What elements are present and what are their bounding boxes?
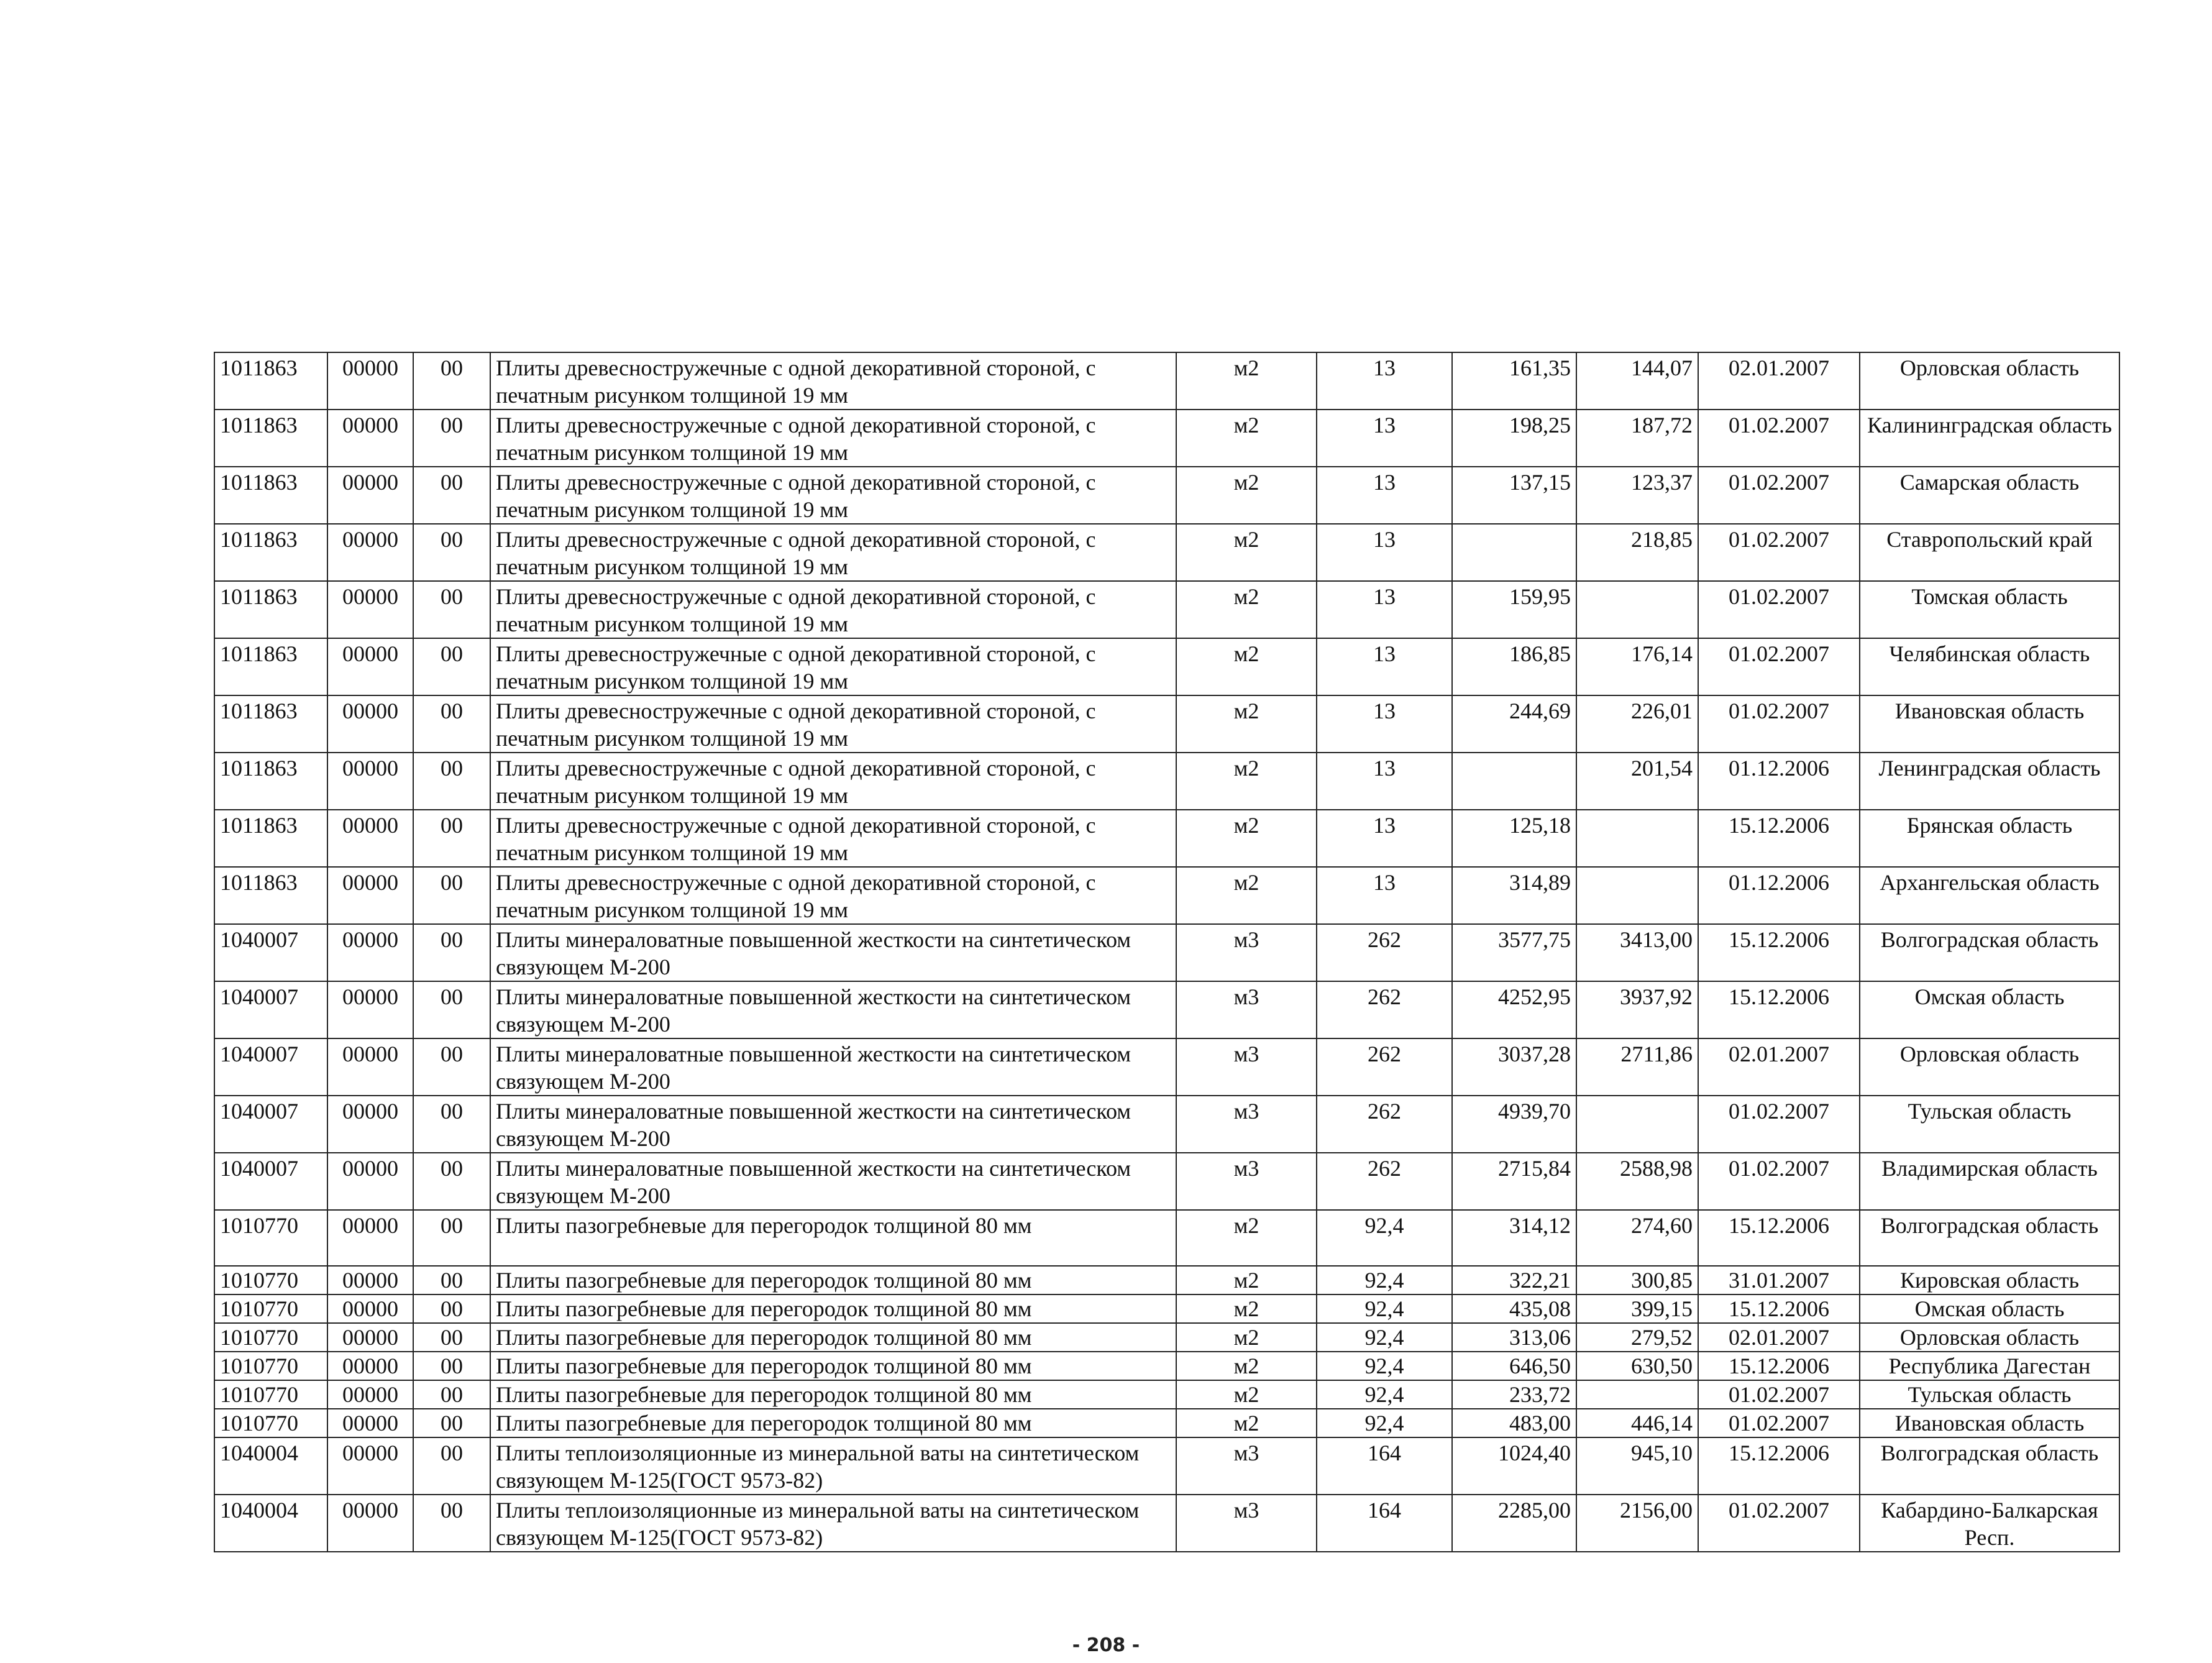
norm-cell: 92,4 [1317,1210,1452,1266]
item-code-cell: 1011863 [214,467,327,524]
date-cell: 01.02.2007 [1698,1380,1860,1409]
date-cell: 01.02.2007 [1698,1153,1860,1210]
subcode-cell: 00000 [327,1352,413,1380]
material-name-cell: Плиты пазогребневые для перегородок толщиной 80 мм [490,1210,1176,1266]
subcode-cell: 00000 [327,581,413,638]
norm-cell: 13 [1317,695,1452,753]
date-cell: 01.12.2006 [1698,753,1860,810]
unit-cell: м2 [1176,1210,1317,1266]
date-cell: 01.02.2007 [1698,1495,1860,1552]
table-row [214,1153,2119,1210]
price-without-vat-cell: 3413,00 [1576,924,1698,981]
region-cell: Тульская область [1860,1380,2119,1409]
material-name-cell: Плиты минераловатные повышенной жесткости на синтетическом связующем М-200 [490,1153,1176,1210]
norm-cell: 262 [1317,1096,1452,1153]
material-name-cell: Плиты древесностружечные с одной декоративной стороной, с печатным рисунком толщиной 19 мм [490,695,1176,753]
unit-cell: м2 [1176,638,1317,695]
material-name-cell: Плиты минераловатные повышенной жесткости на синтетическом связующем М-200 [490,924,1176,981]
region-cell: Омская область [1860,1294,2119,1323]
unit-cell: м2 [1176,410,1317,467]
table-row [214,1323,2119,1352]
material-name-cell: Плиты минераловатные повышенной жесткости на синтетическом связующем М-200 [490,1096,1176,1153]
suffix-cell: 00 [413,1409,490,1437]
price-without-vat-cell: 218,85 [1576,524,1698,581]
norm-cell: 13 [1317,638,1452,695]
suffix-cell: 00 [413,467,490,524]
material-name-cell: Плиты древесностружечные с одной декоративной стороной, с печатным рисунком толщиной 19 мм [490,524,1176,581]
date-cell: 01.02.2007 [1698,1409,1860,1437]
norm-cell: 262 [1317,981,1452,1038]
unit-cell: м2 [1176,810,1317,867]
date-cell: 15.12.2006 [1698,1210,1860,1266]
table-row [214,467,2119,524]
price-with-vat-cell: 322,21 [1452,1266,1576,1294]
price-without-vat-cell [1576,581,1698,638]
region-cell: Орловская область [1860,1323,2119,1352]
unit-cell: м3 [1176,1153,1317,1210]
suffix-cell: 00 [413,1210,490,1266]
price-with-vat-cell: 233,72 [1452,1380,1576,1409]
unit-cell: м2 [1176,524,1317,581]
unit-cell: м2 [1176,867,1317,924]
item-code-cell: 1010770 [214,1409,327,1437]
price-without-vat-cell: 279,52 [1576,1323,1698,1352]
unit-cell: м2 [1176,695,1317,753]
price-with-vat-cell: 313,06 [1452,1323,1576,1352]
subcode-cell: 00000 [327,1153,413,1210]
unit-cell: м3 [1176,1038,1317,1096]
suffix-cell: 00 [413,867,490,924]
region-cell: Волгоградская область [1860,1437,2119,1495]
region-cell: Республика Дагестан [1860,1352,2119,1380]
price-without-vat-cell: 2588,98 [1576,1153,1698,1210]
table-row [214,352,2119,410]
price-without-vat-cell: 2156,00 [1576,1495,1698,1552]
price-with-vat-cell: 3037,28 [1452,1038,1576,1096]
price-without-vat-cell: 945,10 [1576,1437,1698,1495]
region-cell: Ставропольский край [1860,524,2119,581]
date-cell: 01.02.2007 [1698,638,1860,695]
suffix-cell: 00 [413,581,490,638]
date-cell: 02.01.2007 [1698,352,1860,410]
table-row [214,1409,2119,1437]
item-code-cell: 1010770 [214,1210,327,1266]
table-row [214,1352,2119,1380]
date-cell: 15.12.2006 [1698,1437,1860,1495]
subcode-cell: 00000 [327,1096,413,1153]
price-without-vat-cell: 2711,86 [1576,1038,1698,1096]
region-cell: Самарская область [1860,467,2119,524]
subcode-cell: 00000 [327,1323,413,1352]
item-code-cell: 1011863 [214,695,327,753]
item-code-cell: 1011863 [214,410,327,467]
region-cell: Ивановская область [1860,1409,2119,1437]
subcode-cell: 00000 [327,352,413,410]
price-without-vat-cell: 399,15 [1576,1294,1698,1323]
unit-cell: м2 [1176,1323,1317,1352]
subcode-cell: 00000 [327,467,413,524]
item-code-cell: 1040007 [214,1096,327,1153]
table-row [214,1380,2119,1409]
item-code-cell: 1011863 [214,352,327,410]
date-cell: 15.12.2006 [1698,981,1860,1038]
material-name-cell: Плиты пазогребневые для перегородок толщиной 80 мм [490,1323,1176,1352]
table-row [214,524,2119,581]
item-code-cell: 1011863 [214,524,327,581]
subcode-cell: 00000 [327,1409,413,1437]
suffix-cell: 00 [413,638,490,695]
region-cell: Архангельская область [1860,867,2119,924]
subcode-cell: 00000 [327,410,413,467]
norm-cell: 92,4 [1317,1380,1452,1409]
date-cell: 31.01.2007 [1698,1266,1860,1294]
unit-cell: м3 [1176,924,1317,981]
price-without-vat-cell: 201,54 [1576,753,1698,810]
unit-cell: м2 [1176,1380,1317,1409]
norm-cell: 13 [1317,753,1452,810]
material-name-cell: Плиты теплоизоляционные из минеральной ваты на синтетическом связующем М-125(ГОСТ 9573-82) [490,1495,1176,1552]
price-with-vat-cell: 125,18 [1452,810,1576,867]
norm-cell: 92,4 [1317,1294,1452,1323]
table-body [214,352,2119,1552]
price-without-vat-cell [1576,867,1698,924]
price-without-vat-cell: 144,07 [1576,352,1698,410]
price-without-vat-cell: 226,01 [1576,695,1698,753]
price-without-vat-cell: 446,14 [1576,1409,1698,1437]
suffix-cell: 00 [413,1437,490,1495]
region-cell: Ивановская область [1860,695,2119,753]
price-with-vat-cell: 1024,40 [1452,1437,1576,1495]
suffix-cell: 00 [413,981,490,1038]
date-cell: 01.02.2007 [1698,467,1860,524]
price-with-vat-cell: 3577,75 [1452,924,1576,981]
material-name-cell: Плиты пазогребневые для перегородок толщиной 80 мм [490,1294,1176,1323]
norm-cell: 13 [1317,352,1452,410]
price-without-vat-cell: 3937,92 [1576,981,1698,1038]
subcode-cell: 00000 [327,1210,413,1266]
suffix-cell: 00 [413,1323,490,1352]
table-row [214,1437,2119,1495]
subcode-cell: 00000 [327,1038,413,1096]
price-with-vat-cell: 4939,70 [1452,1096,1576,1153]
date-cell: 15.12.2006 [1698,1352,1860,1380]
norm-cell: 13 [1317,867,1452,924]
table-row [214,1038,2119,1096]
price-with-vat-cell: 483,00 [1452,1409,1576,1437]
subcode-cell: 00000 [327,981,413,1038]
item-code-cell: 1040007 [214,1038,327,1096]
material-name-cell: Плиты древесностружечные с одной декоративной стороной, с печатным рисунком толщиной 19 мм [490,581,1176,638]
item-code-cell: 1040007 [214,1153,327,1210]
price-without-vat-cell: 123,37 [1576,467,1698,524]
material-name-cell: Плиты пазогребневые для перегородок толщиной 80 мм [490,1380,1176,1409]
suffix-cell: 00 [413,695,490,753]
price-with-vat-cell: 314,12 [1452,1210,1576,1266]
price-without-vat-cell [1576,1096,1698,1153]
subcode-cell: 00000 [327,695,413,753]
suffix-cell: 00 [413,1266,490,1294]
page-number: - 208 - [1072,1634,1140,1656]
norm-cell: 262 [1317,1038,1452,1096]
price-with-vat-cell: 435,08 [1452,1294,1576,1323]
material-name-cell: Плиты древесностружечные с одной декоративной стороной, с печатным рисунком толщиной 19 мм [490,753,1176,810]
item-code-cell: 1011863 [214,867,327,924]
price-without-vat-cell: 300,85 [1576,1266,1698,1294]
price-with-vat-cell: 159,95 [1452,581,1576,638]
date-cell: 02.01.2007 [1698,1323,1860,1352]
price-without-vat-cell: 176,14 [1576,638,1698,695]
item-code-cell: 1010770 [214,1294,327,1323]
date-cell: 01.02.2007 [1698,410,1860,467]
norm-cell: 92,4 [1317,1352,1452,1380]
norm-cell: 13 [1317,581,1452,638]
price-without-vat-cell [1576,1380,1698,1409]
material-name-cell: Плиты древесностружечные с одной декоративной стороной, с печатным рисунком толщиной 19 мм [490,867,1176,924]
unit-cell: м2 [1176,581,1317,638]
table-row [214,410,2119,467]
item-code-cell: 1011863 [214,638,327,695]
subcode-cell: 00000 [327,924,413,981]
norm-cell: 13 [1317,524,1452,581]
region-cell: Калининградская область [1860,410,2119,467]
table-row [214,581,2119,638]
item-code-cell: 1011863 [214,753,327,810]
price-without-vat-cell: 274,60 [1576,1210,1698,1266]
item-code-cell: 1010770 [214,1266,327,1294]
date-cell: 15.12.2006 [1698,810,1860,867]
subcode-cell: 00000 [327,753,413,810]
subcode-cell: 00000 [327,524,413,581]
date-cell: 15.12.2006 [1698,1294,1860,1323]
item-code-cell: 1011863 [214,810,327,867]
subcode-cell: 00000 [327,1437,413,1495]
suffix-cell: 00 [413,924,490,981]
table-row [214,867,2119,924]
region-cell: Кировская область [1860,1266,2119,1294]
table-row [214,810,2119,867]
unit-cell: м2 [1176,1266,1317,1294]
suffix-cell: 00 [413,410,490,467]
unit-cell: м3 [1176,1096,1317,1153]
suffix-cell: 00 [413,753,490,810]
material-name-cell: Плиты древесностружечные с одной декоративной стороной, с печатным рисунком толщиной 19 мм [490,810,1176,867]
region-cell: Владимирская область [1860,1153,2119,1210]
table-row [214,1495,2119,1552]
norm-cell: 92,4 [1317,1323,1452,1352]
material-name-cell: Плиты пазогребневые для перегородок толщиной 80 мм [490,1352,1176,1380]
material-name-cell: Плиты древесностружечные с одной декоративной стороной, с печатным рисунком толщиной 19 мм [490,410,1176,467]
region-cell: Томская область [1860,581,2119,638]
material-name-cell: Плиты пазогребневые для перегородок толщиной 80 мм [490,1266,1176,1294]
item-code-cell: 1010770 [214,1352,327,1380]
item-code-cell: 1010770 [214,1380,327,1409]
unit-cell: м3 [1176,1495,1317,1552]
material-name-cell: Плиты минераловатные повышенной жесткости на синтетическом связующем М-200 [490,981,1176,1038]
suffix-cell: 00 [413,1380,490,1409]
norm-cell: 13 [1317,410,1452,467]
norm-cell: 164 [1317,1495,1452,1552]
date-cell: 01.02.2007 [1698,1096,1860,1153]
table-row [214,753,2119,810]
suffix-cell: 00 [413,1096,490,1153]
date-cell: 01.12.2006 [1698,867,1860,924]
subcode-cell: 00000 [327,1266,413,1294]
norm-cell: 13 [1317,467,1452,524]
region-cell: Ленинградская область [1860,753,2119,810]
norm-cell: 262 [1317,1153,1452,1210]
norm-cell: 13 [1317,810,1452,867]
region-cell: Орловская область [1860,352,2119,410]
price-with-vat-cell: 161,35 [1452,352,1576,410]
material-name-cell: Плиты пазогребневые для перегородок толщиной 80 мм [490,1409,1176,1437]
unit-cell: м2 [1176,1294,1317,1323]
suffix-cell: 00 [413,1294,490,1323]
region-cell: Брянская область [1860,810,2119,867]
price-with-vat-cell: 198,25 [1452,410,1576,467]
table-row [214,981,2119,1038]
price-without-vat-cell: 187,72 [1576,410,1698,467]
item-code-cell: 1011863 [214,581,327,638]
table-row [214,1096,2119,1153]
price-with-vat-cell: 137,15 [1452,467,1576,524]
price-with-vat-cell: 186,85 [1452,638,1576,695]
region-cell: Волгоградская область [1860,1210,2119,1266]
norm-cell: 92,4 [1317,1409,1452,1437]
norm-cell: 92,4 [1317,1266,1452,1294]
date-cell: 01.02.2007 [1698,524,1860,581]
price-with-vat-cell: 244,69 [1452,695,1576,753]
subcode-cell: 00000 [327,810,413,867]
date-cell: 01.02.2007 [1698,695,1860,753]
subcode-cell: 00000 [327,1294,413,1323]
region-cell: Тульская область [1860,1096,2119,1153]
item-code-cell: 1040007 [214,924,327,981]
item-code-cell: 1040004 [214,1495,327,1552]
date-cell: 01.02.2007 [1698,581,1860,638]
table-row [214,638,2119,695]
item-code-cell: 1040007 [214,981,327,1038]
unit-cell: м2 [1176,467,1317,524]
unit-cell: м2 [1176,1352,1317,1380]
material-name-cell: Плиты древесностружечные с одной декоративной стороной, с печатным рисунком толщиной 19 мм [490,638,1176,695]
table-row [214,1294,2119,1323]
norm-cell: 164 [1317,1437,1452,1495]
price-with-vat-cell: 2715,84 [1452,1153,1576,1210]
item-code-cell: 1010770 [214,1323,327,1352]
price-table [214,352,2120,1552]
material-name-cell: Плиты минераловатные повышенной жесткости на синтетическом связующем М-200 [490,1038,1176,1096]
unit-cell: м3 [1176,1437,1317,1495]
suffix-cell: 00 [413,1495,490,1552]
price-with-vat-cell [1452,753,1576,810]
table-row [214,924,2119,981]
table-row [214,695,2119,753]
subcode-cell: 00000 [327,867,413,924]
material-name-cell: Плиты древесностружечные с одной декоративной стороной, с печатным рисунком толщиной 19 мм [490,352,1176,410]
suffix-cell: 00 [413,524,490,581]
suffix-cell: 00 [413,352,490,410]
table-row [214,1266,2119,1294]
item-code-cell: 1040004 [214,1437,327,1495]
region-cell: Кабардино-Балкарская Респ. [1860,1495,2119,1552]
subcode-cell: 00000 [327,1495,413,1552]
suffix-cell: 00 [413,1038,490,1096]
price-with-vat-cell: 4252,95 [1452,981,1576,1038]
suffix-cell: 00 [413,810,490,867]
region-cell: Волгоградская область [1860,924,2119,981]
material-name-cell: Плиты теплоизоляционные из минеральной ваты на синтетическом связующем М-125(ГОСТ 9573-82) [490,1437,1176,1495]
unit-cell: м3 [1176,981,1317,1038]
suffix-cell: 00 [413,1153,490,1210]
date-cell: 02.01.2007 [1698,1038,1860,1096]
unit-cell: м2 [1176,352,1317,410]
price-with-vat-cell: 2285,00 [1452,1495,1576,1552]
region-cell: Омская область [1860,981,2119,1038]
region-cell: Орловская область [1860,1038,2119,1096]
subcode-cell: 00000 [327,638,413,695]
price-with-vat-cell: 646,50 [1452,1352,1576,1380]
material-name-cell: Плиты древесностружечные с одной декоративной стороной, с печатным рисунком толщиной 19 мм [490,467,1176,524]
price-with-vat-cell: 314,89 [1452,867,1576,924]
region-cell: Челябинская область [1860,638,2119,695]
unit-cell: м2 [1176,753,1317,810]
price-without-vat-cell: 630,50 [1576,1352,1698,1380]
subcode-cell: 00000 [327,1380,413,1409]
norm-cell: 262 [1317,924,1452,981]
suffix-cell: 00 [413,1352,490,1380]
date-cell: 15.12.2006 [1698,924,1860,981]
table-row [214,1210,2119,1266]
price-with-vat-cell [1452,524,1576,581]
price-without-vat-cell [1576,810,1698,867]
unit-cell: м2 [1176,1409,1317,1437]
